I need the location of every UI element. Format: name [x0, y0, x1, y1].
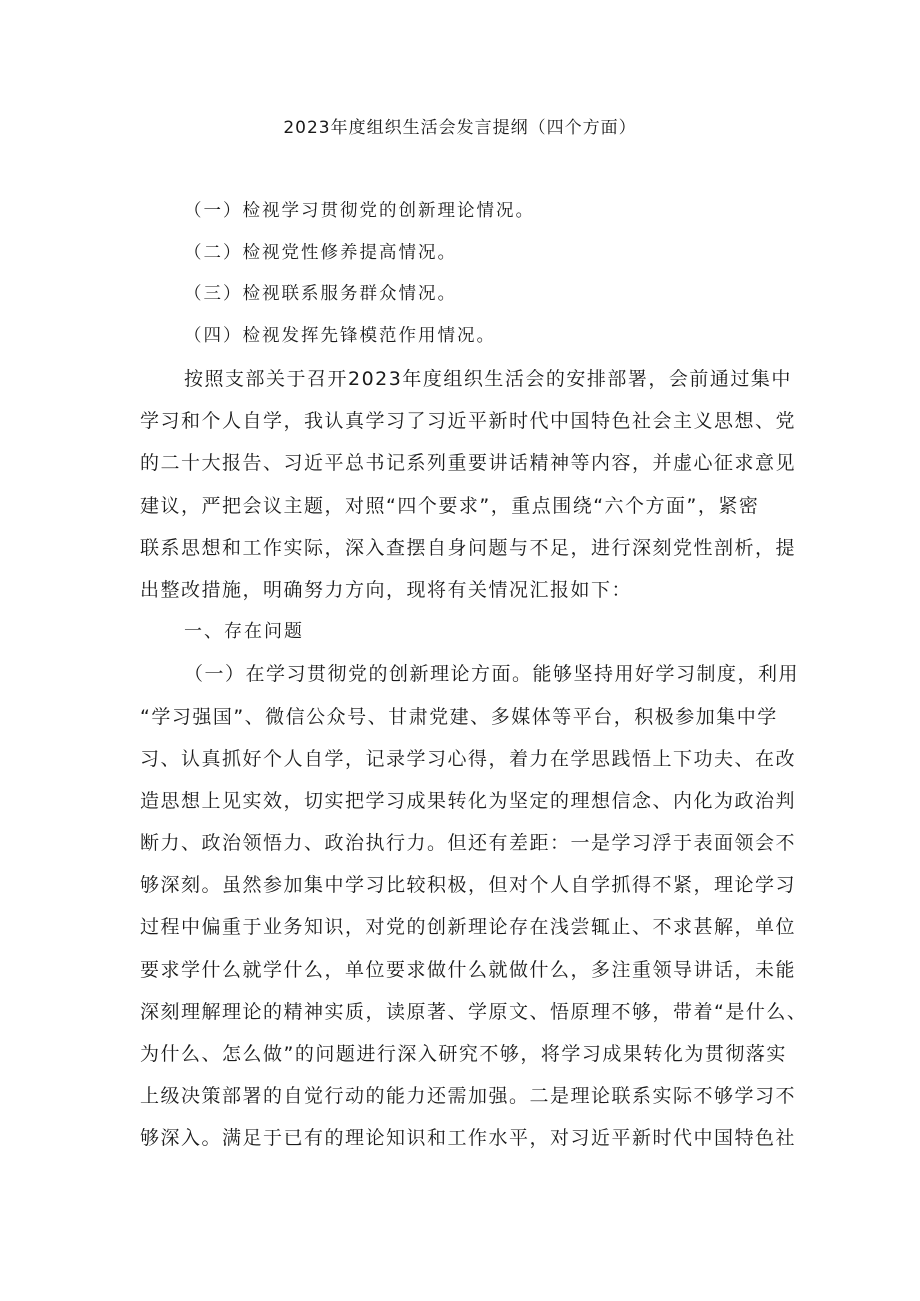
- section-paragraph-line: 造思想上见实效，切实把学习成果转化为坚定的理想信念、内化为政治判: [140, 789, 797, 812]
- section-paragraph-line: 上级决策部署的自觉行动的能力还需加强。二是理论联系实际不够学习不: [140, 1085, 797, 1108]
- outline-item: （四）检视发挥先锋模范作用情况。: [184, 325, 496, 346]
- section-paragraph-line: 断力、政治领悟力、政治执行力。但还有差距：一是学习浮于表面领会不: [140, 832, 797, 855]
- intro-paragraph-line: 学习和个人自学，我认真学习了习近平新时代中国特色社会主义思想、党: [140, 410, 797, 433]
- outline-item: （二）检视党性修养提高情况。: [184, 242, 457, 263]
- document-body: [140, 366, 808, 1168]
- outline-item: （三）检视联系服务群众情况。: [184, 284, 457, 304]
- intro-paragraph-line: 按照支部关于召开2023年度组织生活会的安排部署，会前通过集中: [184, 368, 792, 390]
- section-paragraph-line: 深刻理解理论的精神实质，读原著、学原文、悟原理不够，带着“是什么、: [140, 1000, 808, 1023]
- intro-paragraph-line: 联系思想和工作实际，深入查摆自身问题与不足，进行深刻党性剖析，提: [140, 536, 797, 559]
- intro-paragraph-line: 的二十大报告、习近平总书记系列重要讲话精神等内容，并虚心征求意见: [140, 452, 797, 475]
- section-paragraph-line: 为什么、怎么做”的问题进行深入研究不够，将学习成果转化为贯彻落实: [140, 1043, 787, 1065]
- section-paragraph-line: 够深刻。虽然参加集中学习比较积极，但对个人自学抓得不紧，理论学习: [140, 874, 797, 897]
- section-paragraph-line: 要求学什么就学什么，单位要求做什么就做什么，多注重领导讲话，未能: [140, 958, 797, 981]
- section-paragraph-line: “学习强国”、微信公众号、甘肃党建、多媒体等平台，积极参加集中学: [140, 705, 778, 728]
- section-paragraph-line: 习、认真抓好个人自学，记录学习心得，着力在学思践悟上下功夫、在改: [140, 747, 797, 770]
- outline-item: （一）检视学习贯彻党的创新理论情况。: [184, 201, 535, 221]
- section-paragraph-line: 够深入。满足于已有的理论知识和工作水平，对习近平新时代中国特色社: [140, 1127, 797, 1150]
- intro-paragraph-line: 建议，严把会议主题，对照“四个要求”，重点围绕“六个方面”，紧密: [140, 494, 760, 517]
- section-heading: 一、存在问题: [184, 621, 304, 643]
- section-paragraph-line: 过程中偏重于业务知识，对党的创新理论存在浅尝辄止、不求甚解，单位: [140, 916, 797, 939]
- intro-paragraph-line: 出整改措施，明确努力方向，现将有关情况汇报如下：: [140, 578, 633, 601]
- outline-list: [184, 198, 784, 364]
- document-title: 2023年度组织生活会发言提纲（四个方面）: [283, 118, 637, 138]
- section-paragraph-line: （一）在学习贯彻党的创新理论方面。能够坚持用好学习制度，利用: [184, 663, 800, 686]
